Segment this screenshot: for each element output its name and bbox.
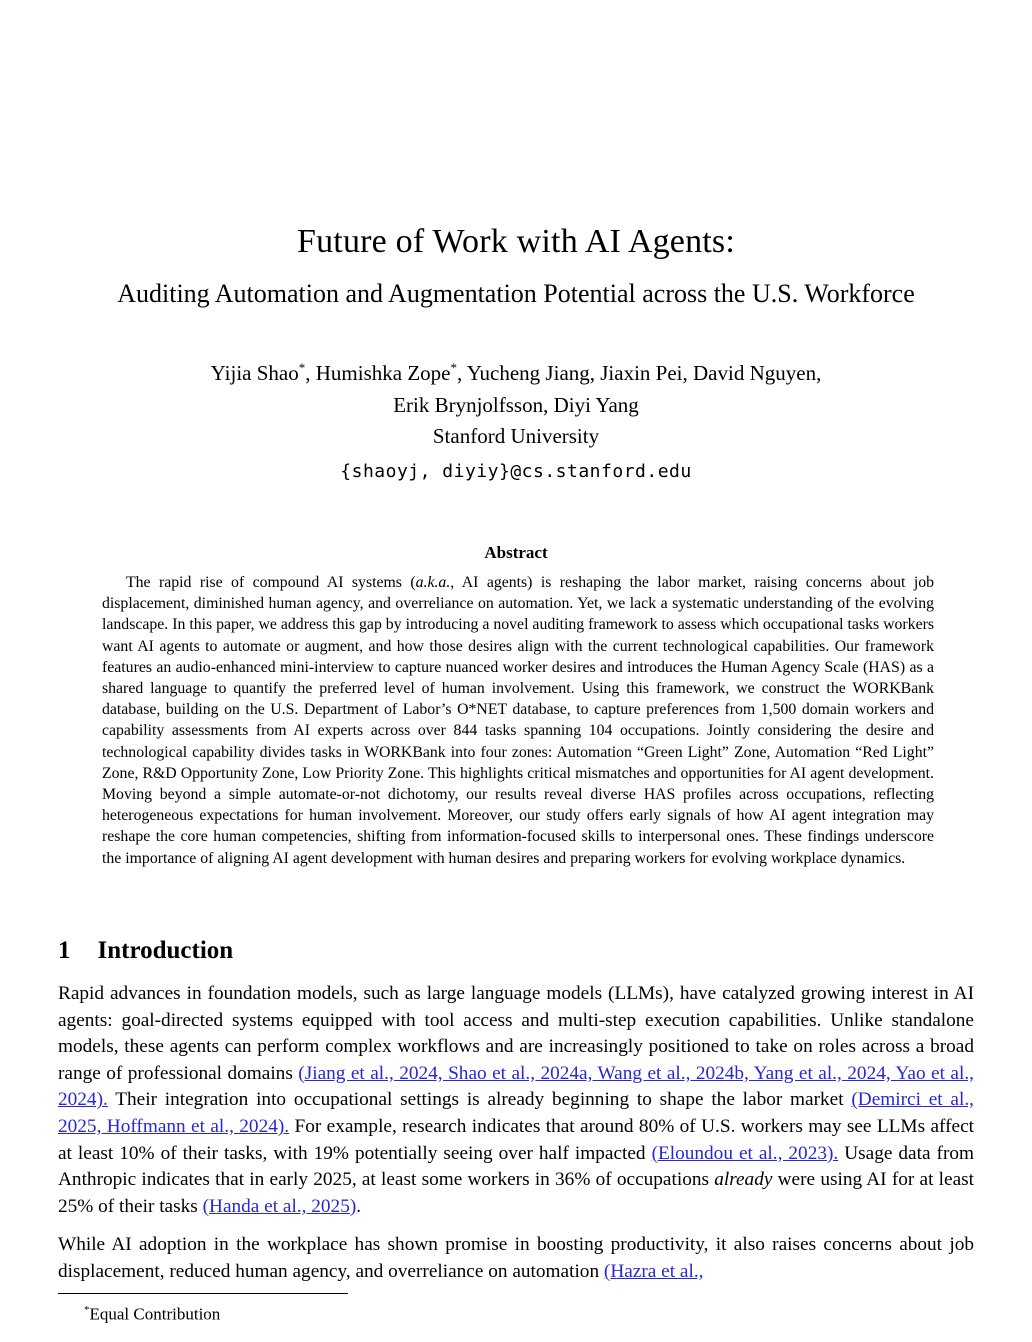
footnote-rule (58, 1293, 348, 1294)
affiliation: Stanford University (432, 424, 600, 448)
footnote-block (58, 1293, 974, 1326)
paper-title: Future of Work with AI Agents: (296, 223, 735, 260)
authors-block (0, 352, 1032, 487)
equal-contribution-marker: * (298, 360, 306, 375)
citation-link[interactable]: (Hazra et al., (603, 1260, 704, 1282)
footnote-text (58, 1299, 974, 1326)
intro-paragraph-2: While AI adoption in the workplace has shown promise in boosting productivity, it also raises concerns about job displacement, reduced human agency, and overreliance on automation (Hazra et al., (58, 1234, 974, 1282)
section-heading (58, 936, 974, 966)
section-number: 1 (58, 937, 71, 964)
intro-paragraph-1: Rapid advances in foundation models, such as large language models (LLMs), have catalyzed growing interest in AI agents: goal-directed systems equipped with tool access and multi-step execution capabilities. Unlike standalone models, these agents can perform complex workflows and are increasingly positioned to take on roles across a broad range of professional domains (Jiang et al., 2024, Shao et al., 2024a, Wang et al., 2024b, Yang et al., 2024, Yao et al., 2024). Their integration into occupational settings is already beginning to shape the labor market (Demirci et al., 2025, Hoffmann et al., 2024). For example, research indicates that around 80% of U.S. workers may see LLMs affect at least 10% of their tasks, with 19% potentially seeing over half impacted (Eloundou et al., 2023). Usage data from Anthropic indicates that in early 2025, at least some workers in 36% of occupations already were using AI for at least 25% of their tasks (Handa et al., 2025). (58, 983, 974, 1217)
contact-email: {shaoyj, diyiy}@cs.stanford.edu (340, 460, 692, 482)
section-title: Introduction (97, 937, 234, 964)
author-line-1: Yijia Shao*, Humishka Zope*, Yucheng Jiang, Jiaxin Pei, David Nguyen, (210, 360, 822, 385)
equal-contribution-marker: * (450, 360, 457, 375)
footnote-marker: * (84, 1304, 90, 1316)
introduction-section (58, 936, 974, 1290)
citation-link[interactable]: (Eloundou et al., 2023). (651, 1142, 839, 1164)
footnote-label: Equal Contribution (89, 1304, 221, 1324)
citation-link[interactable]: (Jiang et al., 2024, Shao et al., 2024a, Wang et al., 2024b, Yang et al., 2024, Yao et al., 2024). (58, 1062, 974, 1111)
abstract-text: The rapid rise of compound AI systems (a.k.a., AI agents) is reshaping the labor market, raising concerns about job displacement, diminished human agency, and overreliance on automation. Yet, we lack a systematic understanding of the evolving landscape. In this paper, we address this gap by introducing a novel auditing framework to assess which occupational tasks workers want AI agents to automate or augment, and how those desires align with the current technological capabilities. Our framework features an audio-enhanced mini-interview to capture nuanced worker desires and introduces the Human Agency Scale (HAS) as a shared language to quantify the preferred level of human involvement. Using this framework, we construct the WORKBank database, building on the U.S. Department of Labor’s O*NET database, to capture preferences from 1,500 domain workers and capability assessments from AI experts across over 844 tasks spanning 104 occupations. Jointly considering the desire and technological capability divides tasks in WORKBank into four zones: Automation “Green Light” Zone, Automation “Red Light” Zone, R&D Opportunity Zone, Low Priority Zone. This highlights critical mismatches and opportunities for AI agent development. Moving beyond a simple automate-or-not dichotomy, our results reveal diverse HAS profiles across occupations, reflecting heterogeneous expectations for human involvement. Moreover, our study offers early signals of how AI agent integration may reshape the core human competencies, shifting from information-focused skills to interpersonal ones. These findings underscore the importance of aligning AI agent development with human desires and preparing workers for evolving workplace dynamics. (102, 574, 935, 867)
author-line-2: Erik Brynjolfsson, Diyi Yang (393, 392, 639, 417)
paper-subtitle: Auditing Automation and Augmentation Potential across the U.S. Workforce (117, 279, 915, 308)
citation-link[interactable]: (Handa et al., 2025) (202, 1195, 357, 1217)
italic-text: a.k.a. (415, 574, 451, 591)
abstract-heading: Abstract (484, 543, 548, 562)
italic-text: already (714, 1169, 773, 1191)
citation-link[interactable]: (Demirci et al., 2025, Hoffmann et al., 2024). (58, 1089, 974, 1137)
